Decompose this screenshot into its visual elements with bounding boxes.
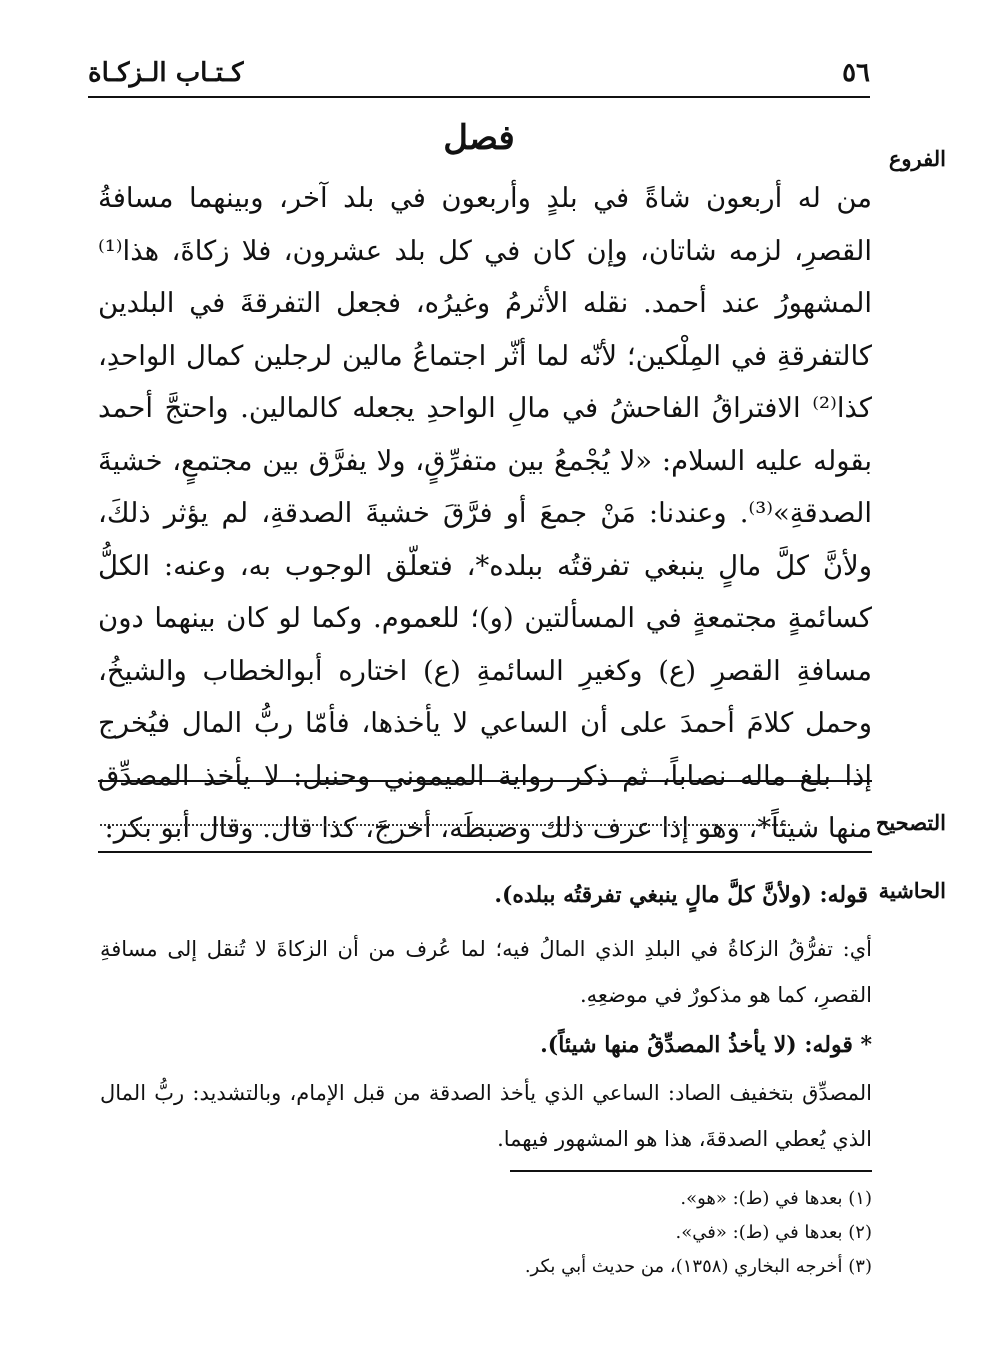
side-label-hashiya: الحاشية (878, 878, 946, 903)
hashiya-quote-2: * قوله: (لا يأخذُ المصدِّقُ منها شيئاً). (540, 1032, 872, 1058)
side-label-furu: الفروع (888, 146, 946, 171)
tashih-rule (98, 851, 872, 853)
footnote-3: (٣) أخرجه البخاري (١٣٥٨)، من حديث أبي بكر. (524, 1256, 872, 1277)
header-rule (88, 96, 870, 98)
footnote-rule (510, 1170, 872, 1172)
hashiya-quote-1: قوله: (ولأنَّ كلَّ مالٍ ينبغي تفرقتُه ببلده). (494, 882, 868, 908)
hashiya-block (100, 872, 872, 1162)
section-title: فصل (443, 118, 515, 158)
book-title: كـتـاب الـزكـاة (88, 58, 244, 88)
footnote-1: (١) بعدها في (ط): «هو». (680, 1188, 872, 1209)
footnote-2: (٢) بعدها في (ط): «في». (675, 1222, 872, 1243)
hashiya-explanation-1: أي: تفرُّقُ الزكاةُ في البلدِ الذي المالُ فيه؛ لما عُرف من أن الزكاةَ لا تُنقل إلى مسافةِ القصرِ، كما هو مذكورٌ في موضعِهِ. (100, 937, 872, 1007)
page-number: ٥٦ (842, 58, 870, 88)
side-label-tashih: التصحيح (875, 810, 946, 835)
main-text-rule (98, 780, 872, 782)
tashih-dotted-line (100, 808, 790, 826)
hashiya-explanation-2: المصدِّق بتخفيف الصاد: الساعي الذي يأخذ الصدقة من قبل الإمام، وبالتشديد: ربُّ المال الذي يُعطي الصدقةَ، هذا هو المشهور فيهما. (100, 1081, 872, 1151)
footnotes (300, 1182, 872, 1284)
main-text: من له أربعون شاةً في بلدٍ وأربعون في بلد آخر، وبينهما مسافةُ القصرِ، لزمه شاتان، وإن كان في كل بلد عشرون، فلا زكاةَ، هذا⁽¹⁾ المشهورُ عند أحمد. نقله الأثرمُ وغيرُه، فجعل التفرقةَ في البلدين كالتفرقةِ في المِلْكين؛ لأنّه لما أثّر اجتماعُ مالين لرجلين كمال الواحدِ، كذا⁽²⁾ الافتراقُ الفاحشُ في مالِ الواحدِ يجعله كالمالين. واحتجَّ أحمد بقوله عليه السلام: «لا يُجْمعُ بين متفرِّقٍ، ولا يفرَّق بين مجتمعٍ، خشيةَ الصدقةِ»⁽³⁾. وعندنا: مَنْ جمعَ أو فرَّقَ خشيةَ الصدقةِ، لم يؤثر ذلكَ، ولأنَّ كلَّ مالٍ ينبغي تفرقتُه ببلده*، فتعلّق الوجوب به، وعنه: الكلُّ كسائمةٍ مجتمعةٍ في المسألتين (و)؛ للعموم. وكما لو كان بينهما دون مسافةِ القصرِ (ع) وكغيرِ السائمةِ (ع) اختاره أبوالخطاب والشيخُ، وحمل كلامَ أحمدَ على أن الساعي لا يأخذها، فأمّا ربُّ المال فيُخرج إذا بلغ ماله نصاباً، ثم ذكر رواية الميموني وحنبل: لا يأخذ المصدِّق منها شيئاً*، وهو إذا عرف ذلك وضبطَه، أخرجَ، كذا قال. وقال أبو بكر: (98, 182, 872, 844)
running-header (88, 56, 870, 96)
